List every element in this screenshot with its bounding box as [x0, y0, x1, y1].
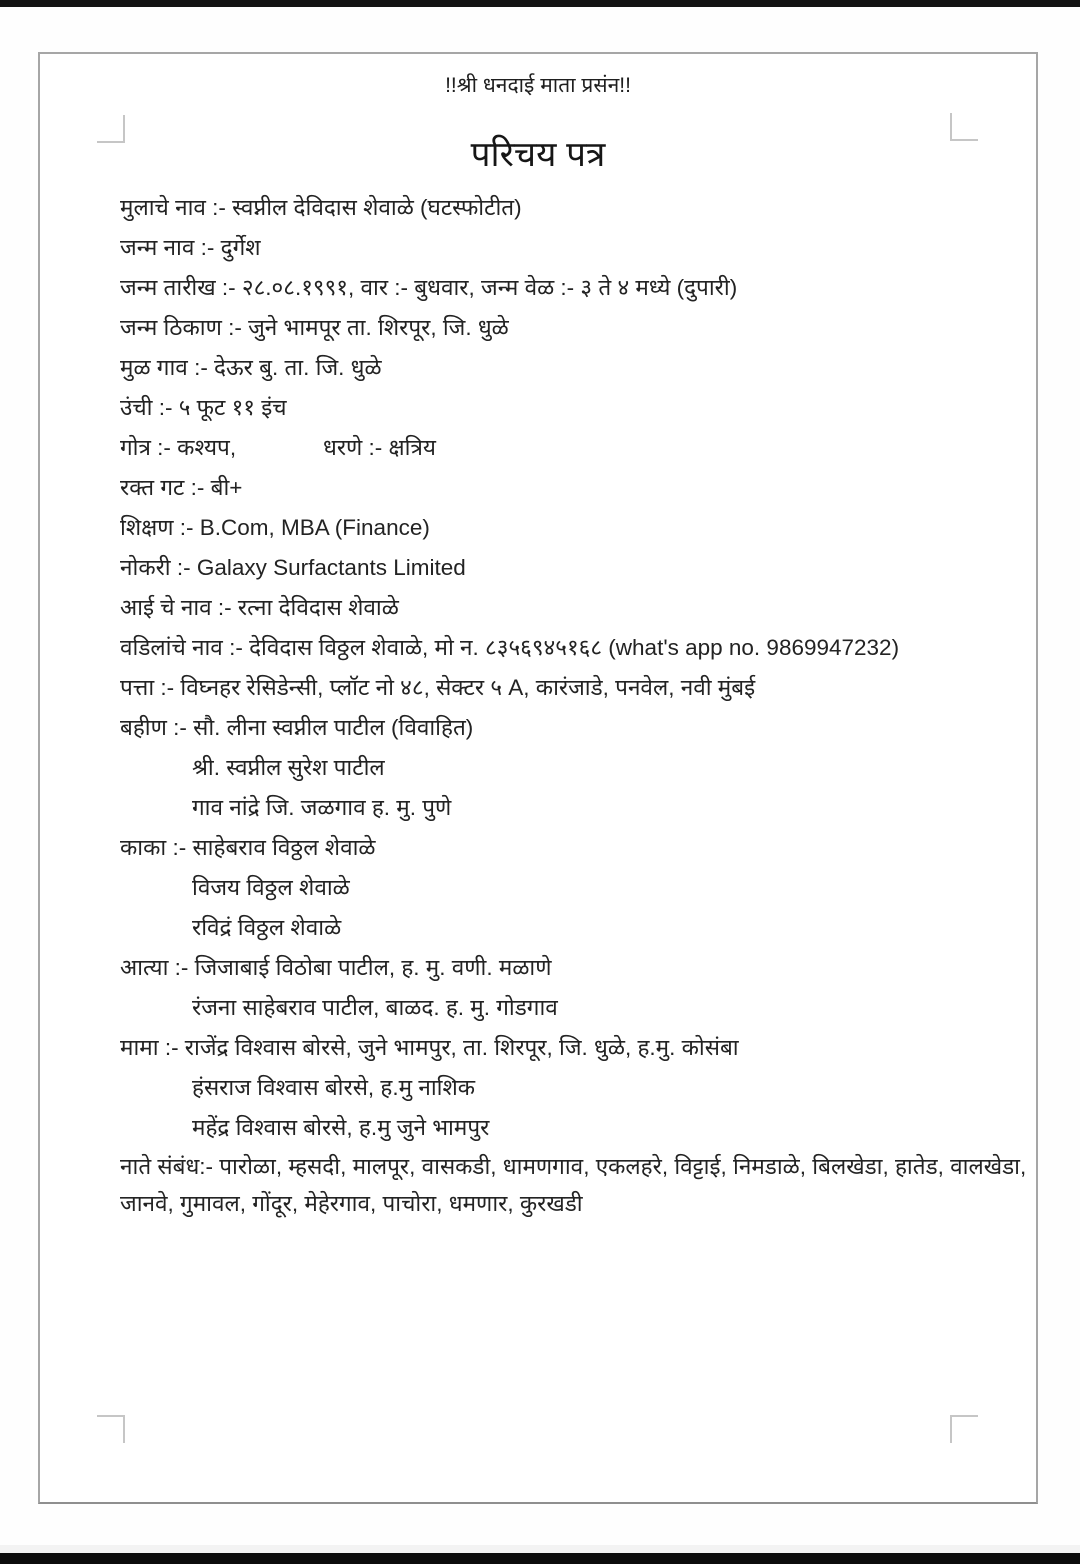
doc-line — [120, 308, 1026, 348]
doc-line-text: विजय विठ्ठल शेवाळे — [192, 875, 350, 900]
doc-line-text: मामा :- राजेंद्र विश्वास बोरसे, जुने भामपुर, ता. शिरपूर, जि. धुळे, ह.मु. कोसंबा — [120, 1035, 739, 1060]
doc-line-text: मुलाचे नाव :- स्वप्नील देविदास शेवाळे (घटस्फोटीत) — [120, 195, 522, 220]
doc-line — [120, 1108, 1026, 1148]
doc-line — [120, 628, 1026, 668]
doc-line-text: मुळ गाव :- देऊर बु. ता. जि. धुळे — [120, 355, 382, 380]
doc-line-text: आत्या :- जिजाबाई विठोबा पाटील, ह. मु. वणी. मळाणे — [120, 955, 552, 980]
doc-line-text: पत्ता :- विघ्नहर रेसिडेन्सी, प्लॉट नो ४८, सेक्टर ५ A, कारंजाडे, पनवेल, नवी मुंबई — [120, 675, 756, 700]
doc-line-text: हंसराज विश्वास बोरसे, ह.मु नाशिक — [192, 1075, 476, 1100]
top-edge-bar — [0, 0, 1080, 7]
doc-line — [120, 548, 1026, 588]
page-title: परिचय पत्र — [470, 135, 606, 174]
doc-line — [120, 228, 1026, 268]
doc-line-text: रंजना साहेबराव पाटील, बाळद. ह. मु. गोडगाव — [192, 995, 558, 1020]
doc-line-text: उंची :- ५ फूट ११ इंच — [120, 395, 287, 420]
doc-line — [120, 828, 1026, 868]
doc-line-text: काका :- साहेबराव विठ्ठल शेवाळे — [120, 835, 376, 860]
doc-line-text: गाव नांद्रे जि. जळगाव ह. मु. पुणे — [192, 795, 452, 820]
doc-line-text: बहीण :- सौ. लीना स्वप्नील पाटील (विवाहित) — [120, 715, 474, 740]
doc-line-text: आई चे नाव :- रत्ना देविदास शेवाळे — [120, 595, 399, 620]
doc-line-text: रविद्रं विठ्ठल शेवाळे — [192, 915, 342, 940]
doc-line — [120, 348, 1026, 388]
doc-line-text: नोकरी :- Galaxy Surfactants Limited — [120, 555, 466, 580]
doc-line — [120, 908, 1026, 948]
doc-line-text: वडिलांचे नाव :- देविदास विठ्ठल शेवाळे, मो न. ८३५६९४५१६८ (what's app no. 9869947232) — [120, 635, 900, 660]
doc-line — [120, 748, 1026, 788]
doc-line — [120, 268, 1026, 308]
doc-line — [120, 948, 1026, 988]
doc-line — [120, 468, 1026, 508]
doc-line-text: गोत्र :- कश्यप, — [120, 435, 237, 460]
doc-line — [120, 788, 1026, 828]
doc-line-text: महेंद्र विश्वास बोरसे, ह.मु जुने भामपुर — [192, 1115, 490, 1140]
doc-line-text: जानवे, गुमावल, गोंदूर, मेहेरगाव, पाचोरा, धमणार, कुरखडी — [120, 1191, 583, 1216]
doc-line-text-col2: धरणे :- क्षत्रिय — [323, 435, 436, 460]
doc-line-text: जन्म तारीख :- २८.०८.१९९१, वार :- बुधवार, जन्म वेळ :- ३ ते ४ मध्ये (दुपारी) — [120, 275, 738, 300]
doc-line — [120, 708, 1026, 748]
doc-line — [120, 988, 1026, 1028]
doc-line-text: जन्म नाव :- दुर्गेश — [120, 235, 261, 260]
doc-line — [120, 1148, 1026, 1185]
doc-line-text: शिक्षण :- B.Com, MBA (Finance) — [120, 515, 430, 540]
doc-line — [120, 1028, 1026, 1068]
doc-line — [120, 868, 1026, 908]
bottom-edge-bar — [0, 1553, 1080, 1564]
doc-line — [120, 668, 1026, 708]
doc-line — [120, 428, 1026, 468]
doc-line-text: नाते संबंध:- पारोळा, म्हसदी, मालपूर, वासकडी, धामणगाव, एकलहरे, विट्टाई, निमडाळे, बिलखेडा, हातेड, वालखेडा, — [120, 1154, 1027, 1179]
doc-line-text: श्री. स्वप्नील सुरेश पाटील — [192, 755, 385, 780]
blessing-text: !!श्री धनदाई माता प्रसंन!! — [445, 74, 631, 97]
doc-line-text: रक्त गट :- बी+ — [120, 475, 243, 500]
bottom-edge-strip — [0, 1545, 1080, 1553]
doc-line — [120, 1068, 1026, 1108]
doc-line — [120, 188, 1026, 228]
crop-mark-bottom-right-icon — [950, 1415, 978, 1443]
doc-line — [120, 1185, 1026, 1222]
document-lines — [120, 188, 1026, 1222]
doc-line — [120, 588, 1026, 628]
doc-line-text: जन्म ठिकाण :- जुने भामपूर ता. शिरपूर, जि. धुळे — [120, 315, 509, 340]
document-page — [38, 52, 1038, 1504]
doc-line — [120, 508, 1026, 548]
doc-line — [120, 388, 1026, 428]
crop-mark-bottom-left-icon — [97, 1415, 125, 1443]
